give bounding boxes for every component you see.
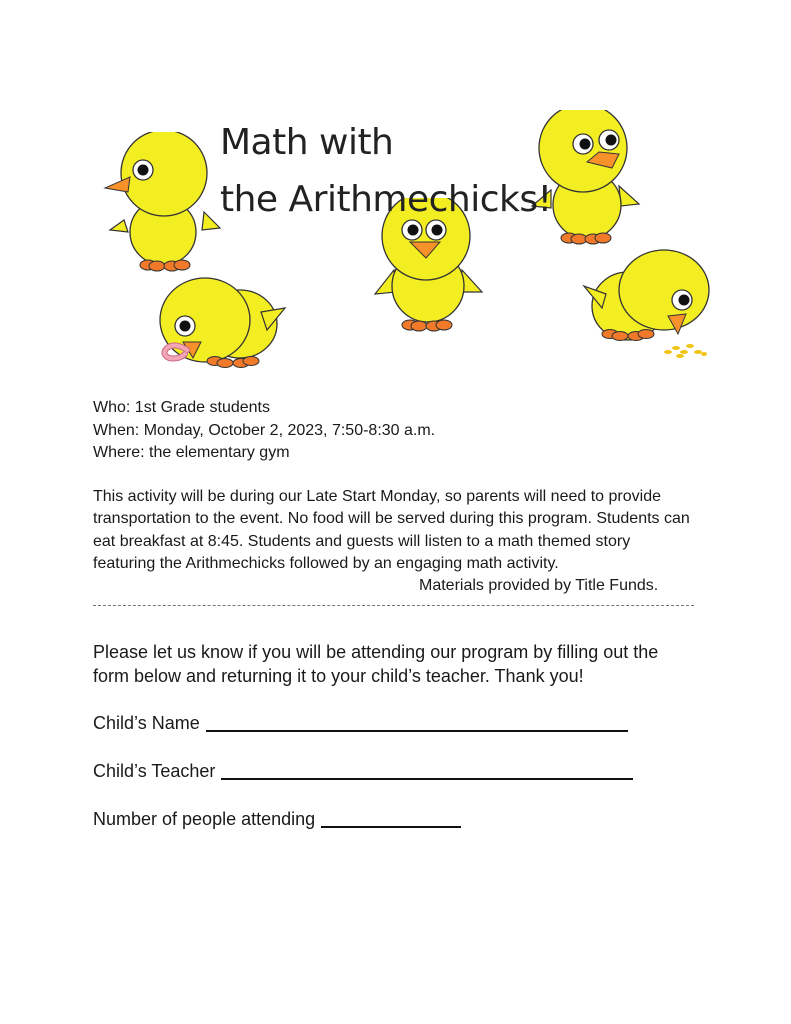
event-details [93,397,435,465]
event-description: This activity will be during our Late Start Monday, so parents will need to provide transportation to the event. No food will be served during this program. Students can eat breakfast at 8:45. Students and guests will listen to a math themed story featuring the Arithmechicks followed by an engaging math activity. [93,488,690,572]
child-name-field [93,711,628,735]
chick-standing-left-icon [100,132,225,274]
number-attending-field [93,807,461,831]
child-name-blank[interactable] [206,712,628,732]
rsvp-request: Please let us know if you will be attending our program by filling out the form below and returning it to your child’s teacher. Thank you! [93,642,659,686]
page-title [220,114,552,228]
chick-pecking-worm-icon [155,272,290,372]
where-line: Where: the elementary gym [93,444,290,461]
chick-pecking-seeds-icon [580,248,710,363]
title-line-1: Math with [220,122,394,163]
child-teacher-blank[interactable] [221,760,633,780]
child-name-label: Child’s Name [93,713,200,733]
number-attending-blank[interactable] [321,808,461,828]
title-line-2: the Arithmechicks! [220,179,552,220]
child-teacher-label: Child’s Teacher [93,761,216,781]
cut-line-divider [93,605,694,606]
number-attending-label: Number of people attending [93,809,316,829]
child-teacher-field [93,759,633,783]
who-line: Who: 1st Grade students [93,399,270,416]
materials-note: Materials provided by Title Funds. [419,577,659,594]
when-line: When: Monday, October 2, 2023, 7:50-8:30 a.m. [93,421,436,439]
seed-icon [664,344,707,358]
